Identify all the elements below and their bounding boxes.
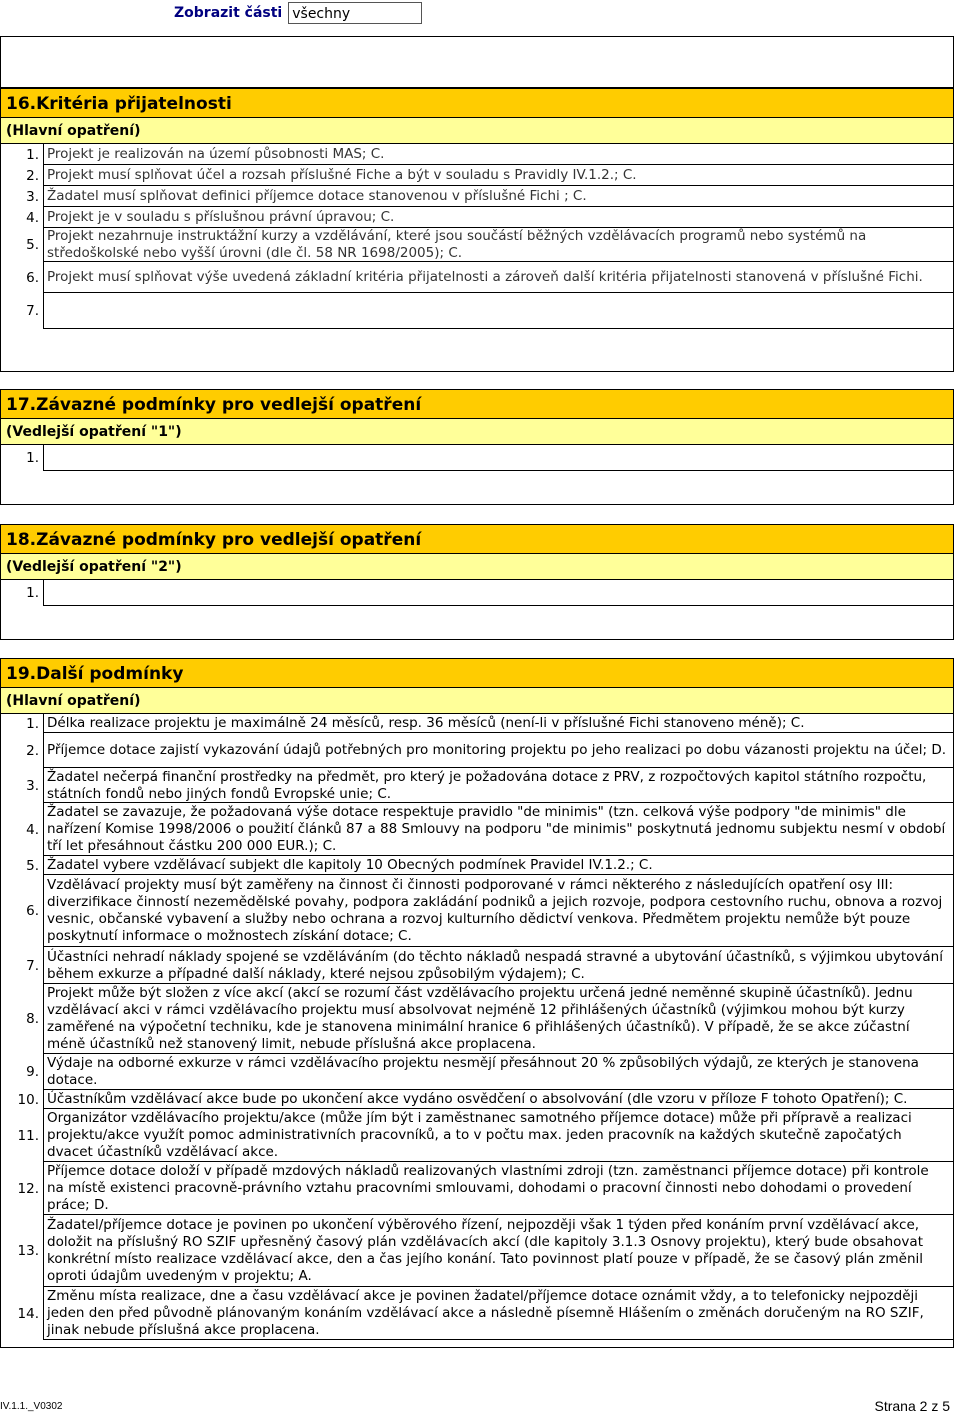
s16-item bbox=[1, 144, 953, 165]
item-text: Účastníkům vzdělávací akce bude po ukončení akce vydáno osvědčení o absolvování (dle vzoru v příloze F tohoto Opatření); C. bbox=[43, 1090, 953, 1109]
item-text: Žadatel nečerpá finanční prostředky na předmět, pro který je požadována dotace z PRV, z rozpočtových kapitol státního rozpočtu, státních fondů nebo jiných fondů Evropské unie; C. bbox=[43, 768, 953, 803]
part-filter-label: Zobrazit části bbox=[174, 5, 283, 21]
item-text: Příjemce dotace doloží v případě mzdových nákladů realizovaných vlastními zdroji (tzn. zaměstnanci příjemce dotace) při kontrole na místě existenci pracovně-právního vztahu pracovními smlouvami, dohodami o pracovní činnosti nebo dohodami o provedení práce; D. bbox=[43, 1162, 953, 1215]
item-text: Žadatel/příjemce dotace je povinen po ukončení výběrového řízení, nejpozději však 1 týden před konáním první vzdělávací akce, doložit na příslušný RO SZIF upřesněný časový plán vzdělávacích akcí (dle kapitoly 3.1.3 Osnovy projektu), který bude obsahovat konkrétní místo realizace vzdělávací akce, den a čas jejího konání. Tato povinnost platí pouze v případě, že se časový plán změnil oproti údajům uvedeným v projektu; A. bbox=[43, 1215, 953, 1287]
item-text: Projekt je v souladu s příslušnou právní úpravou; C. bbox=[43, 207, 953, 228]
item-number: 2. bbox=[26, 742, 39, 759]
item-text: Příjemce dotace zajistí vykazování údajů potřebných pro monitoring projektu po jeho realizaci po dobu vázanosti projektu na účel; D. bbox=[43, 733, 953, 768]
item-text: Žadatel se zavazuje, že požadovaná výše dotace respektuje pravidlo "de minimis" (tzn. celková výše podpory "de minimis" dle nařízení Komise 1998/2006 o použití článků 87 a 88 Smlouvy na podporu "de minimis" poskytnutá jednomu subjektu nesmí v období tří let přesáhnout částku 200 000 EUR.); C. bbox=[43, 803, 953, 856]
s19-item bbox=[1, 1215, 953, 1287]
item-text: Projekt musí splňovat účel a rozsah příslušné Fiche a být v souladu s Pravidly IV.1.2.; C. bbox=[43, 165, 953, 186]
s19-item bbox=[1, 856, 953, 875]
s19-item bbox=[1, 733, 953, 768]
item-number: 1. bbox=[26, 450, 39, 466]
item-number: 9. bbox=[26, 1064, 39, 1080]
s18-item bbox=[1, 580, 953, 606]
section-19-subtitle: (Hlavní opatření) bbox=[1, 688, 953, 714]
section-18-title: 18.Závazné podmínky pro vedlejší opatření bbox=[1, 524, 953, 554]
section-18-subtitle: (Vedlejší opatření "2") bbox=[1, 554, 953, 580]
item-text: Změnu místa realizace, dne a času vzdělávací akce je povinen žadatel/příjemce dotace oznámit vždy, a to telefonicky nejpozději jeden den před původně plánovaným konáním vzdělávací akce a následně písemně Hlášením o změnách doručeným na RO SZIF, jinak nebude příslušná akce proplacena. bbox=[43, 1287, 953, 1340]
s19-item bbox=[1, 1054, 953, 1090]
item-text: Žadatel musí splňovat definici příjemce dotace stanovenou v příslušné Fichi ; C. bbox=[43, 186, 953, 207]
s19-item bbox=[1, 1162, 953, 1215]
s16-item bbox=[1, 165, 953, 186]
s19-item bbox=[1, 803, 953, 856]
item-text: Organizátor vzdělávacího projektu/akce (může jím být i zaměstnanec samotného příjemce dotace) může při přípravě a realizaci projektu/akce využít pomoc administrativních pracovníků, a to v počtu max. jeden pracovník na každých skutečně započatých dvacet účastníků vzdělávací akce. bbox=[43, 1109, 953, 1162]
s19-item bbox=[1, 714, 953, 733]
document-code: IV.1.1._V0302 bbox=[0, 1401, 63, 1412]
item-text: Projekt musí splňovat výše uvedená základní kritéria přijatelnosti a zároveň další kritéria přijatelnosti stanovená v příslušné Fichi. bbox=[43, 262, 953, 293]
section-18 bbox=[0, 524, 954, 640]
item-number: 4. bbox=[26, 821, 39, 838]
part-filter bbox=[174, 0, 422, 26]
item-text: Žadatel vybere vzdělávací subjekt dle kapitoly 10 Obecných podmínek Pravidel IV.1.2.; C. bbox=[43, 856, 953, 875]
s17-empty-area bbox=[1, 471, 953, 505]
s19-item bbox=[1, 1109, 953, 1162]
item-number: 4. bbox=[26, 209, 39, 226]
section-16 bbox=[0, 88, 954, 372]
item-number: 13. bbox=[17, 1243, 39, 1259]
item-number: 3. bbox=[26, 777, 39, 794]
s18-empty-area bbox=[1, 606, 953, 640]
item-number: 7. bbox=[26, 303, 39, 319]
s19-item bbox=[1, 875, 953, 947]
section-19 bbox=[0, 658, 954, 1348]
part-filter-select[interactable]: všechny bbox=[288, 2, 422, 24]
item-text: Projekt je realizován na území působnosti MAS; C. bbox=[43, 144, 953, 165]
item-number: 1. bbox=[26, 146, 39, 163]
s19-item bbox=[1, 768, 953, 803]
s19-item bbox=[1, 1287, 953, 1340]
blank-box-top bbox=[0, 36, 954, 88]
item-text: Projekt nezahrnuje instruktážní kurzy a vzdělávání, které jsou součástí běžných vzdělávacích programů nebo systémů na středoškolské nebo vyšší úrovni (dle čl. 58 NR 1698/2005); C. bbox=[43, 228, 953, 262]
item-number: 2. bbox=[26, 167, 39, 184]
item-number: 5. bbox=[26, 237, 39, 253]
item-text: Projekt může být složen z více akcí (akcí se rozumí část vzdělávacího projektu určená jedné neměnné skupině účastníků). Jednu vzdělávací akci v rámci vzdělávacího projektu musí absolvovat nejméně 12 přihlášených účastníků (výjimkou mohou být kurzy zaměřené na výpočetní techniku, kde je stanovena minimální hranice 6 přihlášených účastníků). V případě, že se akce zúčastní méně účastníků než stanovený limit, nebude příslušná akce proplacena. bbox=[43, 984, 953, 1054]
section-17 bbox=[0, 389, 954, 505]
s17-item bbox=[1, 445, 953, 471]
s16-item bbox=[1, 262, 953, 293]
s16-item bbox=[1, 186, 953, 207]
item-text: Vzdělávací projekty musí být zaměřeny na činnost či činnosti podporované v rámci některého z následujících opatření osy III: diverzifikace činností nezemědělské povahy, podpora zakládání podniků a jejich rozvoje, podpora cestovního ruchu, obnova a rozvoj vesnic, občanské vybavení a služby nebo ochrana a rozvoj kulturního dědictví venkova. Předmětem projektu nemůže být pouze poskytnutí informace o možnostech získání dotace; C. bbox=[43, 875, 953, 947]
section-16-title: 16.Kritéria přijatelnosti bbox=[1, 88, 953, 118]
s19-item bbox=[1, 1090, 953, 1109]
section-19-title: 19.Další podmínky bbox=[1, 658, 953, 688]
section-17-title: 17.Závazné podmínky pro vedlejší opatření bbox=[1, 389, 953, 419]
item-number: 12. bbox=[17, 1180, 39, 1197]
s16-item bbox=[1, 228, 953, 262]
item-number: 14. bbox=[17, 1305, 39, 1322]
s19-item bbox=[1, 984, 953, 1054]
item-number: 7. bbox=[26, 957, 39, 974]
item-text: Výdaje na odborné exkurze v rámci vzdělávacího projektu nesmějí přesáhnout 20 % způsobilých výdajů, ze kterých je stanovena dotace. bbox=[43, 1054, 953, 1090]
item-number: 6. bbox=[26, 903, 39, 919]
item-number: 5. bbox=[26, 857, 39, 874]
section-17-subtitle: (Vedlejší opatření "1") bbox=[1, 419, 953, 445]
item-number: 1. bbox=[26, 585, 39, 601]
item-number: 1. bbox=[26, 715, 39, 732]
item-text bbox=[43, 293, 953, 329]
item-number: 6. bbox=[26, 269, 39, 286]
item-number: 11. bbox=[17, 1127, 39, 1144]
s19-item bbox=[1, 947, 953, 984]
s16-item bbox=[1, 207, 953, 228]
item-text: Účastníci nehradí náklady spojené se vzděláváním (do těchto nákladů nespadá stravné a ubytování účastníků, s výjimkou ubytování během exkurze a případné další náklady, které nejsou způsobilým výdajem); C. bbox=[43, 947, 953, 984]
item-text: Délka realizace projektu je maximálně 24 měsíců, resp. 36 měsíců (není-li v příslušné Fichi stanoveno méně); C. bbox=[43, 714, 953, 733]
item-number: 8. bbox=[26, 1011, 39, 1027]
item-number: 10. bbox=[17, 1091, 39, 1108]
s16-item bbox=[1, 293, 953, 329]
item-number: 3. bbox=[26, 188, 39, 205]
section-16-subtitle: (Hlavní opatření) bbox=[1, 118, 953, 144]
page-number: Strana 2 z 5 bbox=[874, 1398, 950, 1414]
item-text bbox=[43, 580, 953, 606]
item-text bbox=[43, 445, 953, 471]
